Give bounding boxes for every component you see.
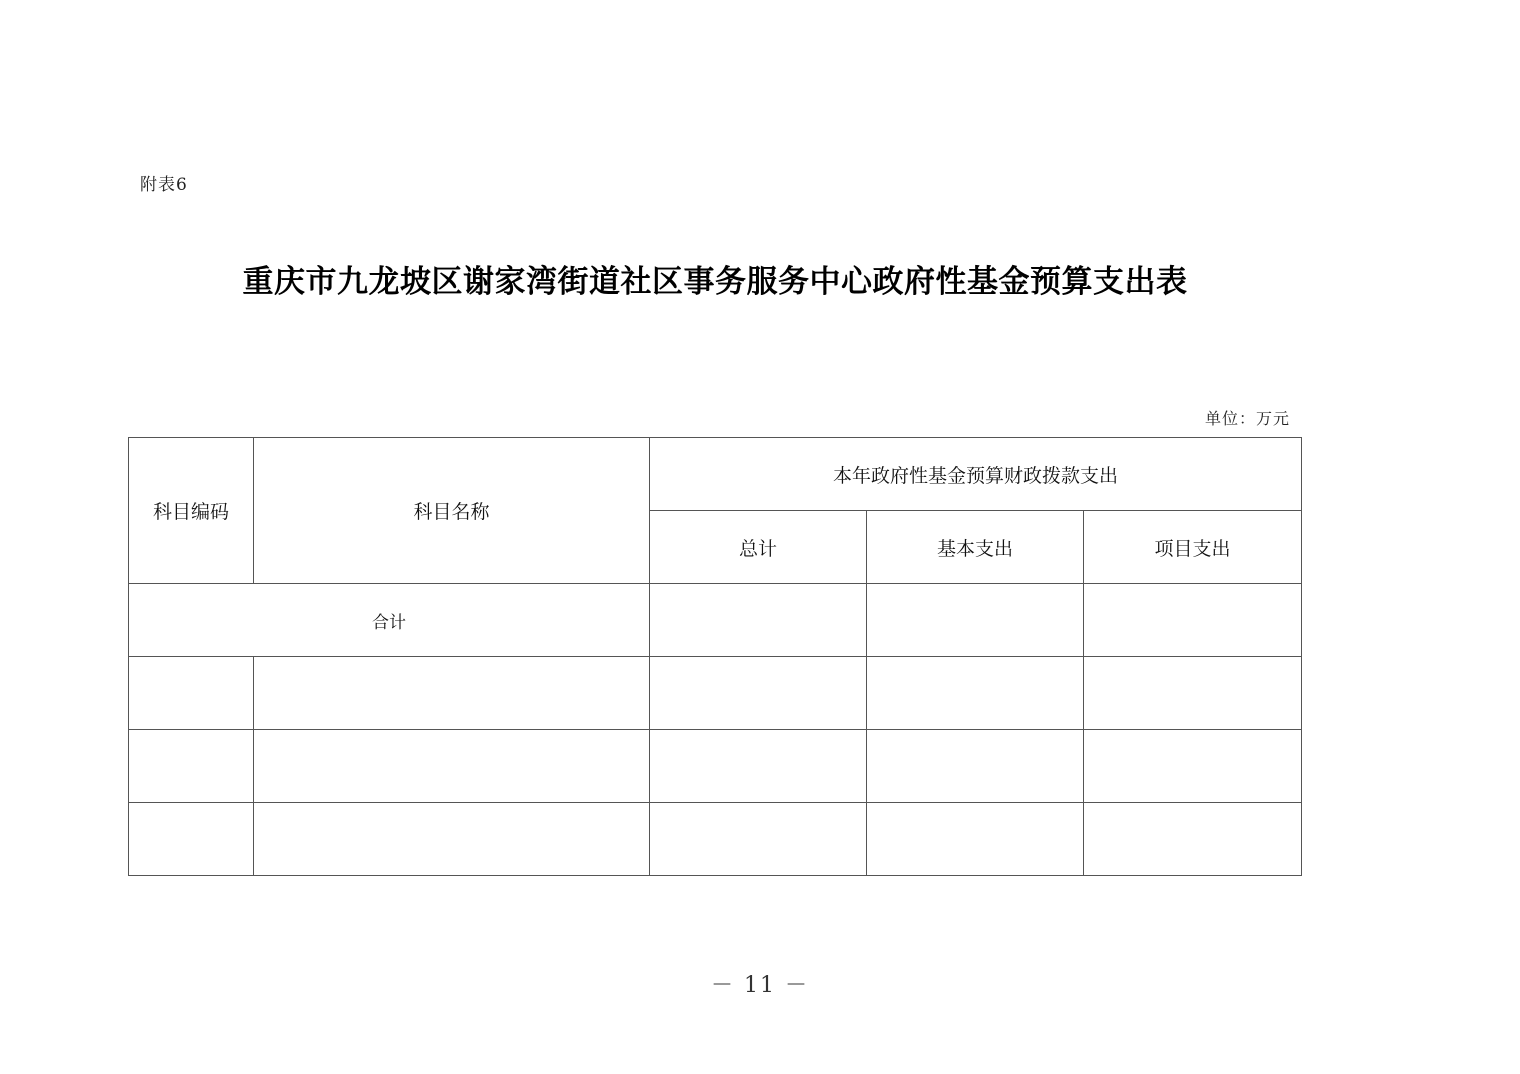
total-row-total: [650, 584, 867, 657]
total-row-label: 合计: [129, 584, 650, 657]
row-subject-code: [129, 803, 254, 876]
header-subject-code: 科目编码: [129, 438, 254, 584]
row-basic: [867, 730, 1084, 803]
row-project: [1084, 730, 1302, 803]
budget-expenditure-table: [128, 437, 1302, 876]
header-project-expenditure: 项目支出: [1084, 511, 1302, 584]
table-row: [129, 803, 1302, 876]
row-basic: [867, 803, 1084, 876]
header-total: 总计: [650, 511, 867, 584]
row-total: [650, 657, 867, 730]
unit-label: 单位：万元: [1204, 409, 1290, 428]
table-row: [129, 657, 1302, 730]
total-row-basic: [867, 584, 1084, 657]
table-row: [129, 730, 1302, 803]
row-total: [650, 730, 867, 803]
table-total-row: [129, 584, 1302, 657]
table-header-row: [129, 438, 1302, 511]
row-subject-name: [254, 657, 650, 730]
document-title: 重庆市九龙坡区谢家湾街道社区事务服务中心政府性基金预算支出表: [242, 264, 1188, 300]
row-subject-name: [254, 730, 650, 803]
row-project: [1084, 803, 1302, 876]
row-subject-name: [254, 803, 650, 876]
row-total: [650, 803, 867, 876]
row-subject-code: [129, 657, 254, 730]
row-subject-code: [129, 730, 254, 803]
row-basic: [867, 657, 1084, 730]
header-expenditure-group: 本年政府性基金预算财政拨款支出: [650, 438, 1302, 511]
row-project: [1084, 657, 1302, 730]
header-subject-name: 科目名称: [254, 438, 650, 584]
attachment-label: 附表6: [140, 175, 188, 195]
header-basic-expenditure: 基本支出: [867, 511, 1084, 584]
total-row-project: [1084, 584, 1302, 657]
page-number: － 11 －: [711, 973, 809, 998]
